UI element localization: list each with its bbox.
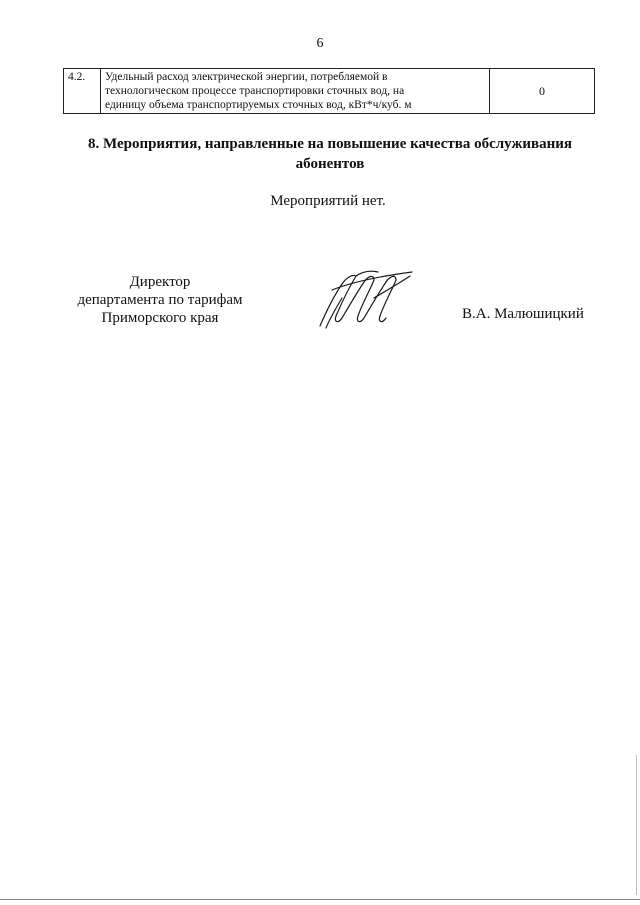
row-description-line: единицу объема транспортируемых сточных вод, кВт*ч/куб. м [105,99,412,111]
section-title [70,134,590,174]
no-events-text: Мероприятий нет. [270,193,386,209]
position-line: Директор [129,274,191,290]
director-position [60,273,260,327]
section-title-line: 8. Мероприятия, направленные на повышение качества обслуживания [87,136,572,152]
signer-name: В.А. Малюшицкий [462,306,584,322]
page-number: 6 [316,36,324,51]
table-row [64,69,595,114]
handwritten-signature [312,268,417,330]
row-number: 4.2. [64,69,101,114]
indicator-table [63,68,595,114]
position-line: Приморского края [101,310,219,326]
position-line: департамента по тарифам [77,292,243,308]
section-title-line: абонентов [295,156,365,172]
row-description [101,69,490,114]
row-description-line: Удельный расход электрической энергии, потребляемой в [105,71,388,83]
page-right-edge [636,755,637,895]
page-bottom-edge [0,899,640,900]
row-value: 0 [490,69,595,114]
row-description-line: технологическом процессе транспортировки сточных вод, на [105,85,405,97]
